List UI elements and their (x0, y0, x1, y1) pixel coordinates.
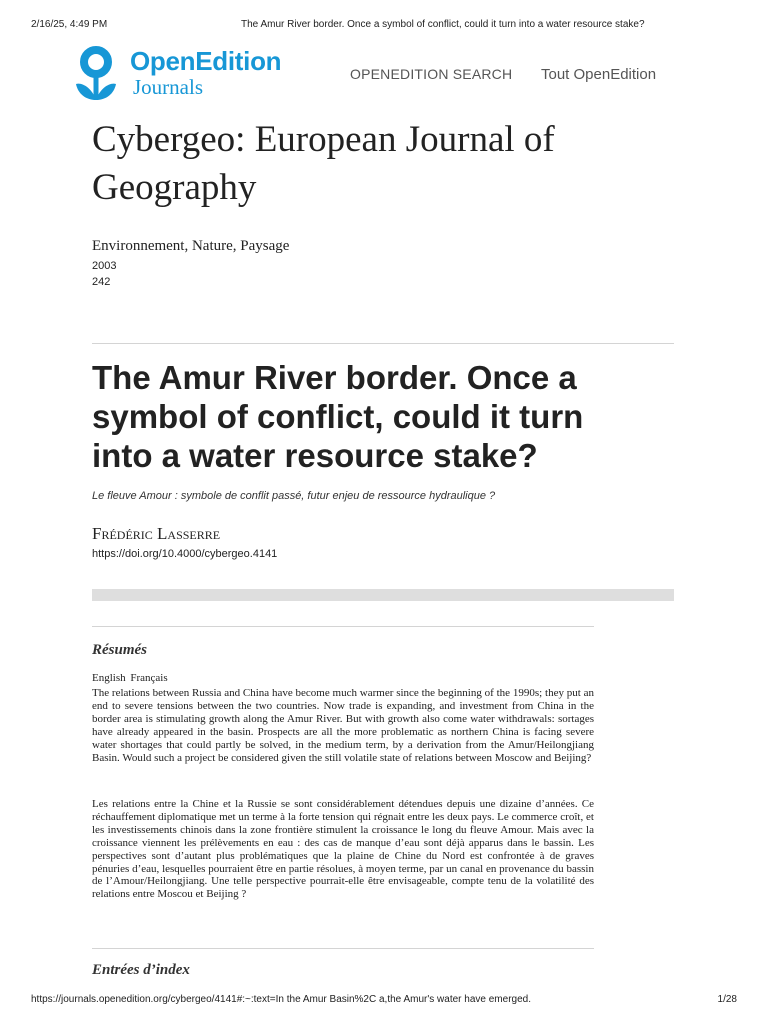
print-page-number: 1/28 (717, 994, 737, 1005)
openedition-flower-icon (72, 44, 124, 104)
print-title: The Amur River border. Once a symbol of conflict, could it turn into a water resource stake? (241, 19, 645, 30)
lang-english-link[interactable]: English (92, 672, 126, 684)
index-heading: Entrées d’index (92, 962, 190, 978)
resumes-heading: Résumés (92, 642, 148, 658)
openedition-journals-logo[interactable] (72, 44, 292, 106)
issue-year[interactable]: 2003 (92, 260, 117, 272)
toolbar-bar (92, 589, 674, 601)
article-alt-title: Le fleuve Amour : symbole de conflit passé, futur enjeu de ressource hydraulique ? (92, 490, 496, 502)
logo-sub: Journals (133, 75, 203, 99)
print-url: https://journals.openedition.org/cybergeo/4141#:~:text=In the Amur Basin%2C a,the Amur's water have emerged. (31, 994, 531, 1005)
article-doi[interactable]: https://doi.org/10.4000/cybergeo.4141 (92, 548, 278, 560)
article-title: The Amur River border. Once a symbol of conflict, could it turn into a water resource stake? (92, 359, 584, 474)
divider (92, 343, 674, 344)
article-author[interactable]: Frédéric Lasserre (92, 524, 221, 543)
abstract-english: The relations between Russia and China have become much warmer since the beginning of the 1990s; they put an end to severe tensions between the two countries. Now trade is expanding, and investment from China in the border area is stimulating growth along the Amur River. But with growth also come water withdrawals: sortages have already appeared in the basin. Prospects are all the more problematic as northern China is facing severe water shortages that could partly be solved, in the medium term, by a derivation from the Amur/Heilongjiang Basin. Would such a project be considered given the still volatile state of relations between Moscow and Beijing? (92, 687, 594, 764)
divider (92, 948, 594, 949)
print-datetime: 2/16/25, 4:49 PM (31, 19, 108, 30)
abstract-french: Les relations entre la Chine et la Russie se sont considérablement détendues depuis une dizaine d’années. Ce réchauffement diplomatique met un terme à la forte tension qui régnait entre les deux pays. Le commerce croît, et les investissements chinois dans la zone frontière stimulent la croissance le long du fleuve Amour. Mais avec la croissance viennent les prélèvements en eau : des cas de manque d’eau sont déjà apparus dans le bassin. Les perspectives sont d’autant plus problématiques que la plaine de Chine du Nord est confrontée à de graves pénuries d’eau, lesquelles pourraient être en partie résolues, à moyen terme, par un canal en provenance du bassin de l’Amour/Heilongjiang. Une telle perspective pourrait-elle être envisageable, compte tenu de la volatilité des relations entre Moscou et Beijing ? (92, 798, 594, 901)
issue-number[interactable]: 242 (92, 276, 111, 288)
divider (92, 626, 594, 627)
lang-french-link[interactable]: Français (130, 672, 168, 684)
issue-section[interactable]: Environnement, Nature, Paysage (92, 238, 290, 254)
abstract-language-switch (92, 672, 170, 684)
journal-title[interactable]: Cybergeo: European Journal of Geography (92, 119, 555, 208)
logo-brand: OpenEdition (130, 46, 282, 76)
openedition-search-link[interactable]: OPENEDITION SEARCH (350, 66, 513, 82)
issue-info (92, 238, 289, 290)
tout-openedition-link[interactable]: Tout OpenEdition (541, 66, 657, 83)
